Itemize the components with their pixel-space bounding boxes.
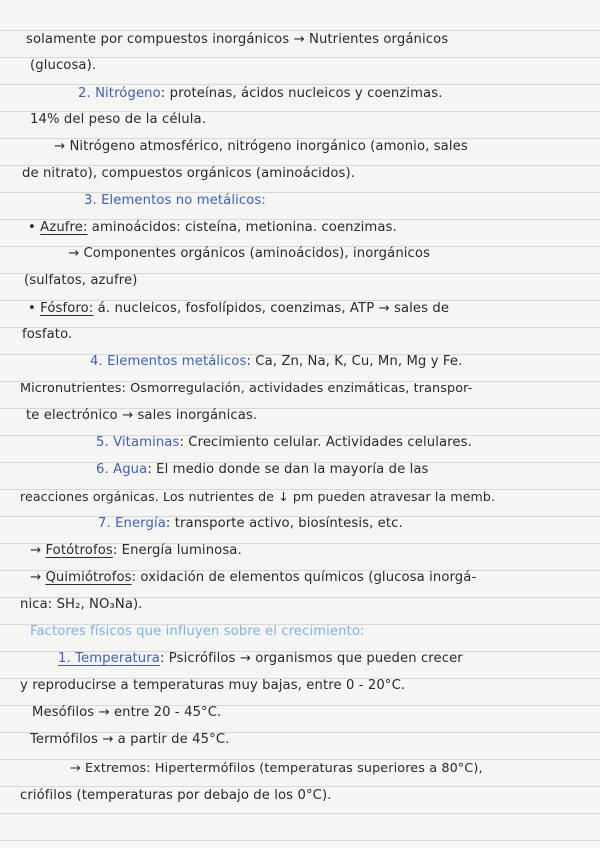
text-span: aminoácidos: cisteína, metionina. coenzimas. <box>87 220 397 235</box>
bullet: • <box>28 301 41 316</box>
bullet: • <box>28 220 41 235</box>
text-line: (sulfatos, azufre) <box>24 273 138 288</box>
section-heading-temperatura: 1. Temperatura <box>58 651 160 666</box>
text-line: (glucosa). <box>30 58 97 73</box>
text-line: solamente por compuestos inorgánicos → Nutrientes orgánicos <box>26 32 449 47</box>
text-line <box>30 569 476 587</box>
text-span: : Psicrófilos → organismos que pueden crecer <box>159 651 463 666</box>
text-line: reacciones orgánicas. Los nutrientes de ↓ pm pueden atravesar la memb. <box>20 489 496 504</box>
text-line <box>30 542 242 560</box>
arrow: → <box>30 543 46 558</box>
text-span: : proteínas, ácidos nucleicos y coenzimas. <box>160 86 443 101</box>
section-heading-energia: 7. Energía <box>98 516 166 531</box>
text-span: : El medio donde se dan la mayoría de las <box>147 462 429 477</box>
text-line: → Componentes orgánicos (aminoácidos), inorgánicos <box>68 246 431 261</box>
term-fosforo: Fósforo: <box>40 301 94 316</box>
text-span: : Energía luminosa. <box>112 543 242 558</box>
text-span: : Crecimiento celular. Actividades celulares. <box>179 435 472 450</box>
section-heading-no-metalicos: 3. Elementos no metálicos: <box>84 193 266 208</box>
section-heading-nitrogeno: 2. Nitrógeno <box>78 86 161 101</box>
text-line <box>98 515 403 533</box>
text-line: nica: SH₂, NO₃Na). <box>20 597 143 612</box>
section-heading-agua: 6. Agua <box>96 462 148 477</box>
text-line: → Extremos: Hipertermófilos (temperaturas superiores a 80°C), <box>70 761 483 776</box>
section-heading-vitaminas: 5. Vitaminas <box>96 435 180 450</box>
term-fototrofos: Fotótrofos <box>45 543 113 558</box>
text-line <box>28 219 397 237</box>
text-line: → Nitrógeno atmosférico, nitrógeno inorgánico (amonio, sales <box>54 139 468 154</box>
text-line: fosfato. <box>22 327 73 342</box>
text-line <box>96 461 429 479</box>
text-line: y reproducirse a temperaturas muy bajas, entre 0 - 20°C. <box>20 678 406 693</box>
text-span: : transporte activo, biosíntesis, etc. <box>165 516 403 531</box>
text-line <box>78 85 443 103</box>
text-line <box>90 353 462 371</box>
text-line: Mesófilos → entre 20 - 45°C. <box>32 705 222 720</box>
text-line: de nitrato), compuestos orgánicos (aminoácidos). <box>22 166 356 181</box>
text-span: á. nucleicos, fosfolípidos, coenzimas, ATP → sales de <box>93 301 450 316</box>
text-line: Micronutrientes: Osmorregulación, actividades enzimáticas, transpor- <box>20 381 473 396</box>
section-heading-factores-fisicos: Factores físicos que influyen sobre el crecimiento: <box>30 624 365 639</box>
text-line: Termófilos → a partir de 45°C. <box>30 732 230 747</box>
text-span: : Ca, Zn, Na, K, Cu, Mn, Mg y Fe. <box>246 354 463 369</box>
term-azufre: Azufre: <box>40 220 88 235</box>
text-line: criófilos (temperaturas por debajo de los 0°C). <box>20 788 332 803</box>
text-line <box>28 300 449 318</box>
text-line <box>58 650 463 668</box>
section-heading-metalicos: 4. Elementos metálicos <box>90 354 247 369</box>
arrow: → <box>30 570 46 585</box>
term-quimiotrofos: Quimiótrofos <box>45 570 132 585</box>
text-span: : oxidación de elementos químicos (glucosa inorgá- <box>131 570 477 585</box>
text-line <box>96 434 472 452</box>
text-line: te electrónico → sales inorgánicas. <box>26 408 258 423</box>
text-line: 14% del peso de la célula. <box>30 112 206 127</box>
